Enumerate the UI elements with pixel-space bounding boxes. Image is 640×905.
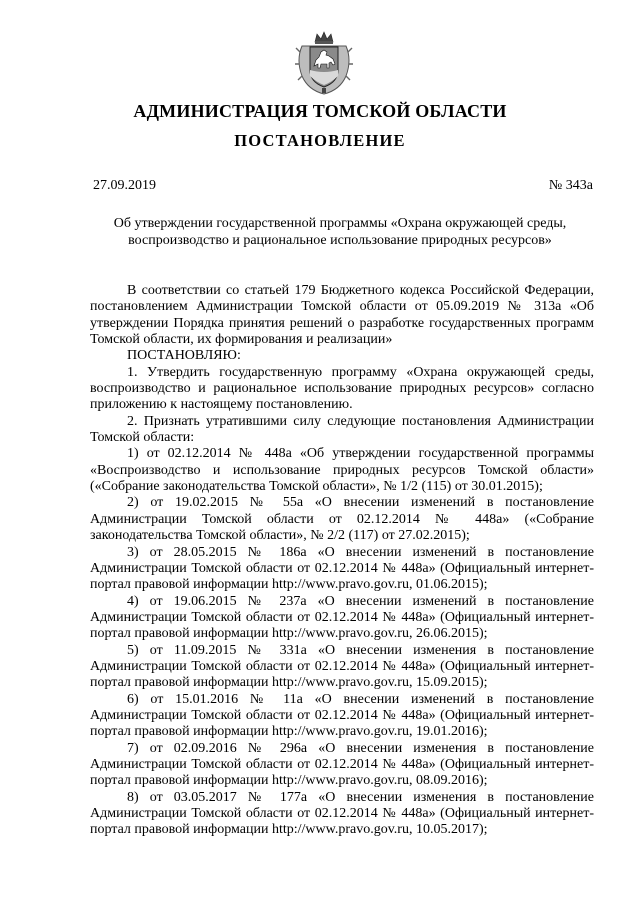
intro-paragraph: В соответствии со статьей 179 Бюджетного кодекса Российской Федерации, постановлением Администрации Томской области от 05.09.2019 № 313а «Об утверждении Порядка принятия решений о разработке государственных программ Томской области, их формирования и реализации» bbox=[90, 283, 594, 348]
clause-paragraph: 2. Признать утратившими силу следующие постановления Администрации Томской области: bbox=[90, 413, 594, 446]
repealed-item: 6) от 15.01.2016 № 11а «О внесении изменений в постановление Администрации Томской области от 02.12.2014 № 448а» (Официальный интернет-портал правовой информации http://www.pravo.gov.ru, 19.01.2016); bbox=[90, 691, 594, 740]
document-date: 27.09.2019 bbox=[93, 178, 156, 193]
repealed-item: 2) от 19.02.2015 № 55а «О внесении изменений в постановление Администрации Томской области от 02.12.2014 № 448а» («Собрание законодательства Томской области», № 2/2 (117) от 27.02.2015); bbox=[90, 495, 594, 544]
clause-paragraph: 1. Утвердить государственную программу «Охрана окружающей среды, воспроизводство и рациональное использование природных ресурсов» согласно приложению к настоящему постановлению. bbox=[90, 364, 594, 413]
document-type-title: ПОСТАНОВЛЕНИЕ bbox=[234, 131, 406, 150]
document-subject bbox=[90, 216, 590, 249]
subject-line: воспроизводство и рациональное использование природных ресурсов» bbox=[128, 232, 552, 248]
coat-of-arms-icon bbox=[294, 30, 354, 96]
document-number: № 343а bbox=[548, 178, 593, 193]
repealed-item: 1) от 02.12.2014 № 448а «Об утверждении государственной программы «Воспроизводство и использование природных ресурсов Томской области» («Собрание законодательства Томской области», № 1/2 (115) от 30.01.2015); bbox=[90, 446, 594, 495]
repealed-item: 3) от 28.05.2015 № 186а «О внесении изменений в постановление Администрации Томской области от 02.12.2014 № 448а» (Официальный интернет-портал правовой информации http://www.pravo.gov.ru, 01.06.2015); bbox=[90, 544, 594, 593]
organization-title: АДМИНИСТРАЦИЯ ТОМСКОЙ ОБЛАСТИ bbox=[133, 101, 507, 121]
repealed-item: 8) от 03.05.2017 № 177а «О внесении изменения в постановление Администрации Томской области от 02.12.2014 № 448а» (Официальный интернет-портал правовой информации http://www.pravo.gov.ru, 10.05.2017); bbox=[90, 789, 594, 838]
repealed-item: 4) от 19.06.2015 № 237а «О внесении изменений в постановление Администрации Томской области от 02.12.2014 № 448а» (Официальный интернет-портал правовой информации http://www.pravo.gov.ru, 26.06.2015); bbox=[90, 593, 594, 642]
decree-word: ПОСТАНОВЛЯЮ: bbox=[127, 348, 241, 364]
repealed-item: 7) от 02.09.2016 № 296а «О внесении изменения в постановление Администрации Томской области от 02.12.2014 № 448а» (Официальный интернет-портал правовой информации http://www.pravo.gov.ru, 08.09.2016); bbox=[90, 740, 594, 789]
subject-line: Об утверждении государственной программы «Охрана окружающей среды, bbox=[113, 216, 567, 231]
repealed-item: 5) от 11.09.2015 № 331а «О внесении изменения в постановление Администрации Томской области от 02.12.2014 № 448а» (Официальный интернет-портал правовой информации http://www.pravo.gov.ru, 15.09.2015); bbox=[90, 642, 594, 691]
document-body bbox=[90, 283, 594, 839]
